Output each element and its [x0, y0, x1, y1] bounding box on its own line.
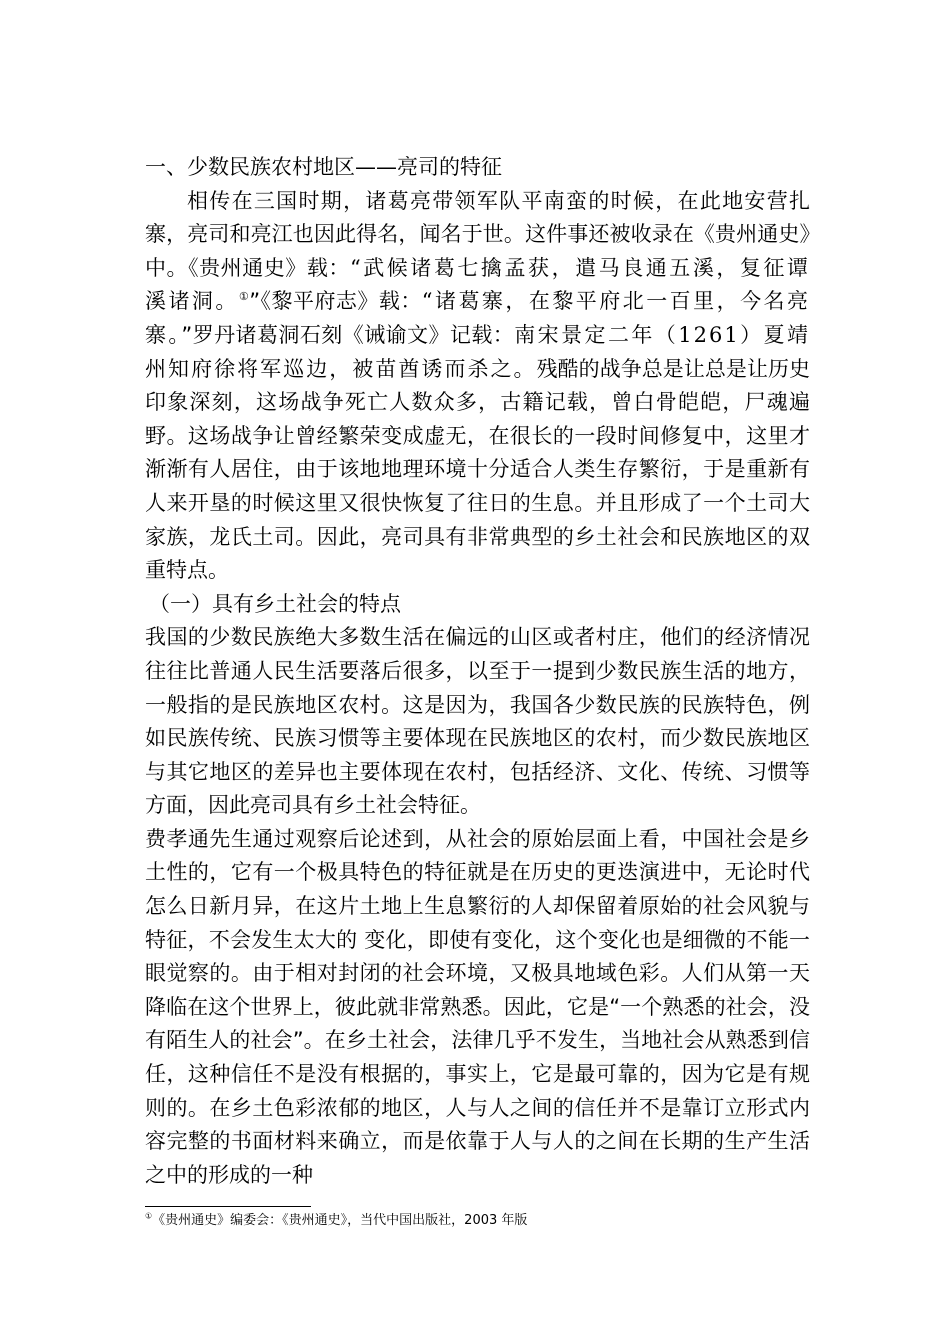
subheading: （一）具有乡土社会的特点: [149, 591, 401, 616]
para1-text-a: 相传在三国时期，诸葛亮带领军队平南蛮的时候，在此地安营扎寨，亮司和亮江也因此得名，闻名于世。这件事还被收录在《贵州通史》中。《贵州通史》载：: [145, 188, 810, 280]
paragraph-2: 我国的少数民族绝大多数生活在偏远的山区或者村庄，他们的经济情况往往比普通人民生活要落后很多，以至于一提到少数民族生活的地方，一般指的是民族地区农村。这是因为，我国各少数民族的民族特色，例如民族传统、民族习惯等主要体现在民族地区的农村，而少数民族地区与其它地区的差异也主要体现在农村，包括经济、文化、传统、习惯等方面，因此亮司具有乡土社会特征。: [145, 625, 810, 818]
footnote-reference[interactable]: ①: [238, 290, 250, 304]
quote-inscription: 南宋景定二年（1261）夏靖州知府徐将军巡边，被苗酋诱而杀之。: [145, 322, 810, 381]
footnote-mark: ①: [145, 1211, 153, 1221]
footnote: [145, 1213, 810, 1229]
footnote-text: 《贵州通史》编委会：《贵州通史》，当代中国出版社，2003 年版: [152, 1213, 528, 1228]
para1-text-c: ”罗丹诸葛洞石刻《诫谕文》记载：: [181, 322, 515, 347]
paragraph-3: 费孝通先生通过观察后论述到，从社会的原始层面上看，中国社会是乡土性的，它有一个极具特色的特征就是在历史的更迭演进中，无论时代怎么日新月异，在这片土地上生息繁衍的人却保留着原始的社会风貌与特征，不会发生太大的 变化，即使有变化，这个变化也是细微的不能一眼觉察的。由于相对封闭的社会环境，又极具地域色彩。人们从第一天降临在这个世界上，彼此就非常熟悉。因此，它是“一个熟悉的社会，没有陌生人的社会”。在乡土社会，法律几乎不发生，当地社会从熟悉到信任，这种信任不是没有根据的，事实上，它是最可靠的，因为它是有规则的。在乡土色彩浓郁的地区，人与人之间的信任并不是靠订立形式内容完整的书面材料来确立，而是依靠于人与人的之间在长期的生产生活之中的形成的一种: [145, 826, 810, 1187]
para1-text-d: 残酷的战争总是让总是让历史印象深刻，这场战争死亡人数众多，古籍记载，曾白骨皑皑，尸魂遍野。这场战争让曾经繁荣变成虚无，在很长的一段时间修复中，这里才渐渐有人居住，由于该地地理环境十分适合人类生存繁衍，于是重新有人来开垦的时候这里又很快恢复了往日的生息。并且形成了一个土司大家族，龙氏土司。因此，亮司具有非常典型的乡土社会和民族地区的双重特点。: [145, 356, 811, 583]
paragraph-1: [145, 185, 810, 588]
body-text: [145, 151, 810, 1192]
section-heading: 一、少数民族农村地区——亮司的特征: [145, 155, 502, 179]
para1-text-b: ”《黎平府志》载：: [249, 289, 422, 314]
quote-fuzhi: “诸葛寨，在黎平府北一百里，今名亮寨。: [145, 289, 810, 347]
footnote-divider: [145, 1206, 311, 1207]
quote-tongshi: “武候诸葛七擒孟获，遣马良通五溪，复征谭溪诸洞。: [145, 255, 811, 314]
